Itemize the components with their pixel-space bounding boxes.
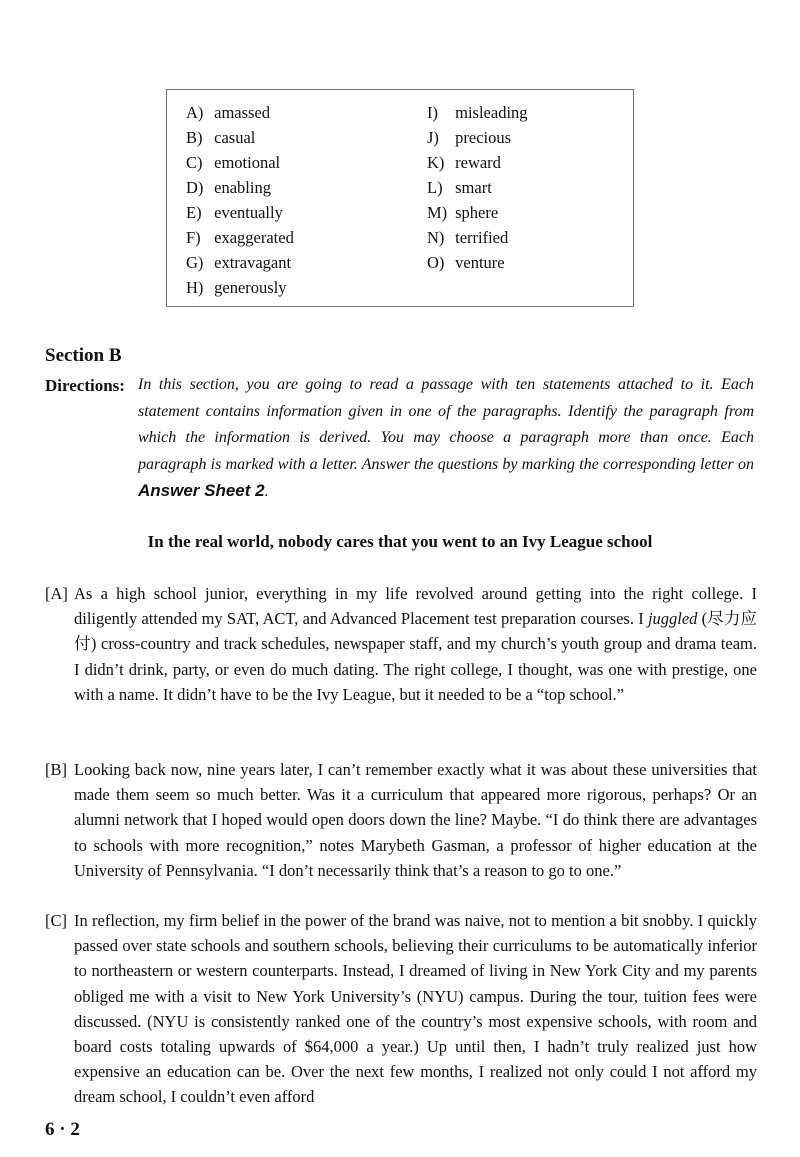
word-option-letter: K) — [427, 153, 445, 172]
word-option — [427, 225, 528, 250]
word-option-letter: E) — [186, 203, 202, 222]
word-option-letter: A) — [186, 103, 204, 122]
section-title: Section B — [45, 345, 122, 366]
page-number: 6 · 2 — [45, 1119, 80, 1140]
word-bank-left-column — [186, 100, 294, 300]
word-option-letter: M) — [427, 203, 448, 222]
word-option — [186, 175, 294, 200]
word-option-letter: G) — [186, 253, 204, 272]
word-option-word: generously — [214, 278, 287, 297]
paragraph-label: [A] — [45, 584, 68, 603]
word-option-word: precious — [455, 128, 512, 147]
word-option — [427, 150, 528, 175]
paragraph-text: Looking back now, nine years later, I can’t remember exactly what it was about these universities that made them seem so much better. Was it a curriculum that appeared more rigorous, perhaps? Or an alumni network that I hoped would open doors down the line? Maybe. “I do think there are advantages to schools with more recognition,” notes Marybeth Gasman, a professor of higher education at the University of Pennsylvania. “I don’t necessarily think that’s a reason to go to one.” — [74, 760, 757, 880]
word-option — [186, 150, 294, 175]
word-option-letter: C) — [186, 153, 203, 172]
paragraph-italic-word: juggled — [647, 609, 698, 629]
word-bank-box — [166, 89, 634, 307]
word-option-word: sphere — [455, 203, 499, 222]
paragraph-text-part: (尽力应付) cross-country and track schedules, newspaper staff, and my church’s youth group and drama team. I didn’t drink, party, or even do much dating. The right college, I thought, was one with prestige, one with a name. It didn’t have to be the Ivy League, but it needed to be a “top school.” — [74, 609, 757, 704]
word-option-word: smart — [455, 178, 492, 197]
word-option — [186, 200, 294, 225]
directions-label: Directions: — [45, 376, 125, 395]
word-option-word: casual — [214, 128, 256, 147]
answer-sheet-reference: Answer Sheet 2 — [138, 481, 265, 500]
paragraph-text: In reflection, my firm belief in the power of the brand was naive, not to mention a bit snobby. I quickly passed over state schools and southern schools, believing their curriculums to be automatically inferior to northeastern or western counterparts. Instead, I dreamed of living in New York City and my parents obliged me with a visit to New York University’s (NYU) campus. During the tour, tuition fees were discussed. (NYU is consistently ranked one of the country’s most expensive schools, with room and board costs totaling upwards of $64,000 a year.) Up until then, I hadn’t truly realized just how expensive an education can be. Over the next few months, I realized not only could I not afford my dream school, I couldn’t even afford — [74, 911, 757, 1107]
paragraph-label: [B] — [45, 760, 67, 779]
word-option-letter: D) — [186, 178, 204, 197]
word-option — [427, 175, 528, 200]
word-option-letter: J) — [427, 128, 439, 147]
word-option-word: emotional — [214, 153, 281, 172]
word-option — [186, 125, 294, 150]
paragraph-label: [C] — [45, 911, 67, 930]
word-bank-right-column — [427, 100, 528, 275]
word-option-word: eventually — [214, 203, 283, 222]
word-option — [427, 125, 528, 150]
word-option-letter: H) — [186, 278, 204, 297]
word-option-word: misleading — [455, 103, 528, 122]
word-option-word: amassed — [214, 103, 271, 122]
directions-end: . — [264, 483, 269, 500]
word-option-word: reward — [455, 153, 501, 172]
paragraph-text — [74, 581, 757, 707]
word-option — [186, 100, 294, 125]
directions-text — [138, 372, 754, 506]
word-option-letter: L) — [427, 178, 443, 197]
paragraph-text-part: As a high school junior, everything in my life revolved around getting into the right college. I diligently attended my SAT, ACT, and Advanced Placement test preparation courses. I — [74, 584, 757, 629]
word-option-word: exaggerated — [214, 228, 294, 247]
word-option — [427, 250, 528, 275]
passage-title: In the real world, nobody cares that you went to an Ivy League school — [147, 532, 653, 551]
word-option-word: terrified — [455, 228, 509, 247]
word-option-word: enabling — [214, 178, 271, 197]
word-option-letter: F) — [186, 228, 201, 247]
word-option-letter: N) — [427, 228, 445, 247]
word-option — [427, 100, 528, 125]
word-option-letter: B) — [186, 128, 203, 147]
word-option-word: venture — [455, 253, 505, 272]
word-option — [186, 225, 294, 250]
word-option-letter: O) — [427, 253, 445, 272]
word-option — [186, 250, 294, 275]
directions-body: In this section, you are going to read a passage with ten statements attached to it. Each statement contains information given in one of the paragraphs. Identify the paragraph from which the information is derived. You may choose a paragraph more than once. Each paragraph is marked with a letter. Answer the questions by marking the corresponding letter on — [138, 376, 754, 473]
word-option-letter: I) — [427, 103, 438, 122]
word-option — [186, 275, 294, 300]
word-option-word: extravagant — [214, 253, 292, 272]
word-option — [427, 200, 528, 225]
